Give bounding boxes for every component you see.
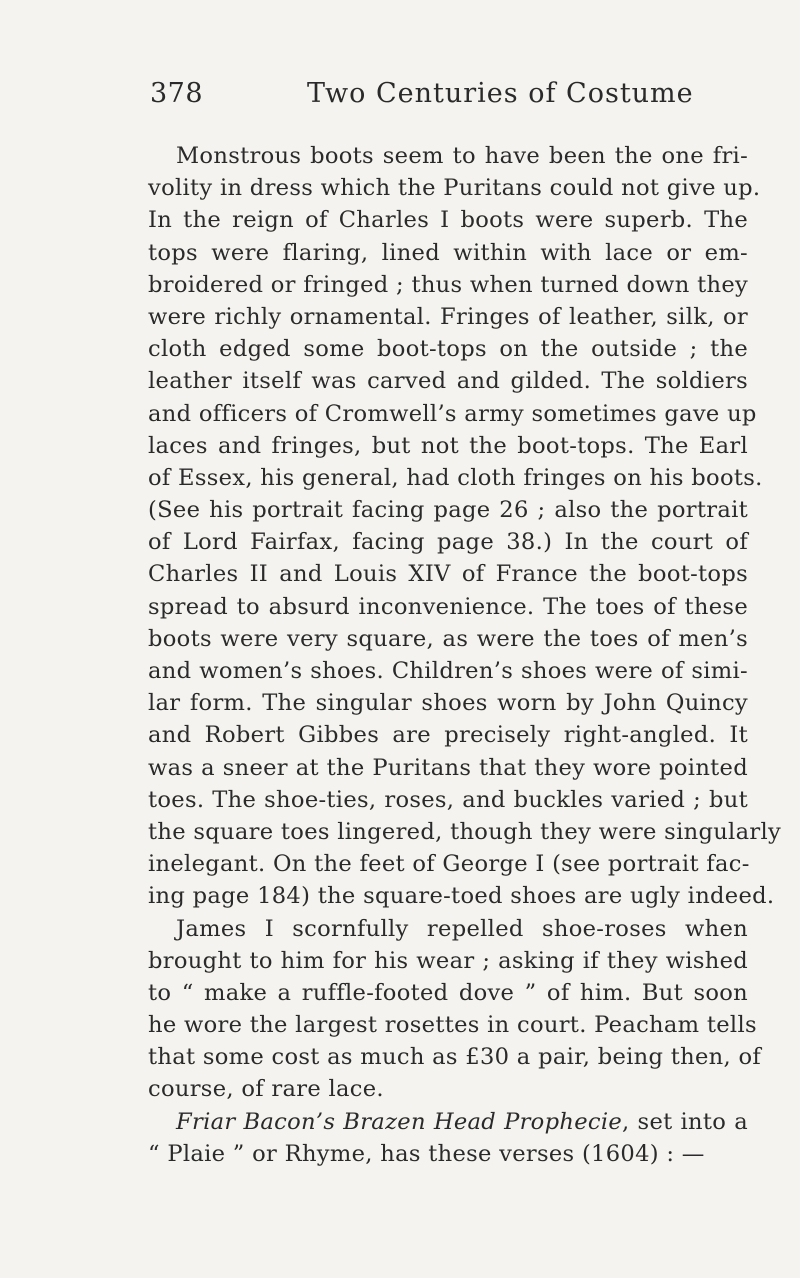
book-title: Friar Bacon’s Brazen Head Prophecie (176, 1108, 623, 1135)
text-line: ing page 184) the square-toed shoes are ugly indeed. (148, 883, 775, 910)
text-line: the square toes lingered, though they were singularly (148, 818, 782, 845)
text-line: and Robert Gibbes are precisely right-angled. It (148, 722, 748, 749)
body-text (148, 140, 782, 1170)
text-line: Monstrous boots seem to have been the one fri- (176, 143, 748, 169)
text-line: and officers of Cromwell’s army sometimes gave up (148, 400, 757, 427)
text-line: were richly ornamental. Fringes of leather, silk, or (148, 303, 748, 330)
text-line: brought to him for his wear ; asking if they wished (148, 947, 748, 974)
text-line: of Essex, his general, had cloth fringes on his boots. (148, 464, 763, 491)
text-line: toes. The shoe-ties, roses, and buckles varied ; but (148, 786, 748, 813)
text-line: In the reign of Charles I boots were superb. The (148, 207, 748, 234)
text-line: volity in dress which the Puritans could not give up. (148, 175, 761, 202)
running-title: Two Centuries of Costume (307, 78, 694, 109)
text-line: James I scornfully repelled shoe-roses when (176, 915, 748, 942)
text-line: cloth edged some boot-tops on the outside ; the (148, 336, 748, 363)
text-line: leather itself was carved and gilded. The soldiers (148, 368, 748, 395)
text-line: tops were flaring, lined within with lace or em- (148, 239, 748, 266)
page-header (150, 78, 750, 118)
text-line-book-title (148, 1106, 748, 1138)
text-line: that some cost as much as £30 a pair, being then, of (148, 1044, 762, 1071)
text-line: to “ make a ruffle-footed dove ” of him. But soon (148, 979, 748, 1006)
text-line: spread to absurd inconvenience. The toes of these (148, 593, 748, 620)
text-line: Charles II and Louis XIV of France the boot-tops (148, 561, 748, 588)
text-line: (See his portrait facing page 26 ; also the portrait (148, 497, 748, 524)
text-line: was a sneer at the Puritans that they wore pointed (148, 754, 748, 781)
text-line: of Lord Fairfax, facing page 38.) In the court of (148, 529, 748, 556)
text-line: course, of rare lace. (148, 1076, 384, 1103)
text-line: lar form. The singular shoes worn by John Quincy (148, 690, 748, 717)
text-line: inelegant. On the feet of George I (see portrait fac- (148, 851, 750, 878)
text-line: broidered or fringed ; thus when turned down they (148, 271, 749, 298)
text-line: laces and fringes, but not the boot-tops. The Earl (148, 432, 748, 459)
text-line: boots were very square, as were the toes of men’s (148, 625, 748, 652)
page-number: 378 (150, 78, 204, 109)
text-fragment: , set into a (622, 1108, 748, 1135)
text-line: and women’s shoes. Children’s shoes were of simi- (148, 658, 748, 684)
text-line: he wore the largest rosettes in court. Peacham tells (148, 1012, 757, 1039)
text-line: “ Plaie ” or Rhyme, has these verses (1604) : — (148, 1140, 705, 1167)
